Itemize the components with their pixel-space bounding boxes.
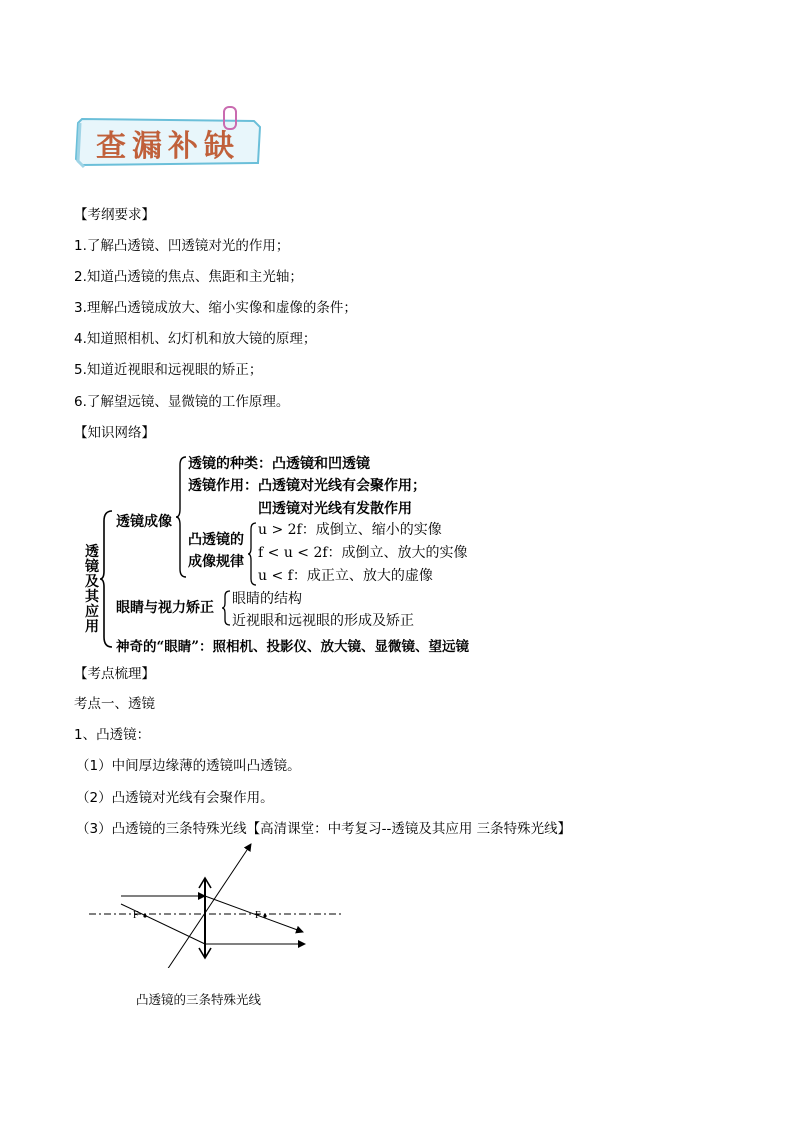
network-header: 【知识网络】 xyxy=(74,425,155,441)
brace-root xyxy=(100,509,114,649)
network-rule-label-1: 凸透镜的 xyxy=(188,532,244,548)
point-1: 考点一、透镜 xyxy=(74,696,155,712)
network-eye-1: 眼睛的结构 xyxy=(232,591,302,607)
network-eye-2: 近视眼和远视眼的形成及矫正 xyxy=(232,613,414,629)
sub-heading-convex: 1、凸透镜： xyxy=(74,727,151,743)
convex-item-3 xyxy=(76,820,571,838)
network-effect-1: 透镜作用：凸透镜对光线有会聚作用； xyxy=(188,478,426,494)
network-rule-label-2: 成像规律 xyxy=(188,554,244,570)
section-banner xyxy=(74,103,264,173)
requirement-item: 6.了解望远镜、显微镜的工作原理。 xyxy=(74,394,290,410)
brace-rules xyxy=(248,521,258,587)
network-root-text: 透 镜 及 其 应 用 xyxy=(85,544,99,635)
requirement-item: 3.理解凸透镜成放大、缩小实像和虚像的条件； xyxy=(74,300,357,316)
convex-item-1: （1）中间厚边缘薄的透镜叫凸透镜。 xyxy=(76,758,301,774)
requirement-item: 4.知道照相机、幻灯机和放大镜的原理； xyxy=(74,331,317,347)
network-rule-2: f < u < 2f：成倒立、放大的实像 xyxy=(258,545,468,561)
banner-frame xyxy=(74,103,264,173)
points-header: 【考点梳理】 xyxy=(74,666,155,682)
convex-lens-diagram xyxy=(85,838,355,968)
requirements-header: 【考纲要求】 xyxy=(74,207,155,223)
requirement-item: 5.知道近视眼和远视眼的矫正； xyxy=(74,362,263,378)
ray-through-center xyxy=(151,844,251,968)
network-lens-imaging: 透镜成像 xyxy=(116,514,172,530)
brace-imaging xyxy=(176,455,188,579)
convex-item-2: （2）凸透镜对光线有会聚作用。 xyxy=(76,790,274,806)
banner-title: 查漏补缺 xyxy=(96,129,240,164)
figure-caption: 凸透镜的三条特殊光线 xyxy=(136,992,262,1007)
hd-class-link[interactable]: 【高清课堂：中考复习--透镜及其应用 三条特殊光线】 xyxy=(246,821,572,837)
requirement-item: 2.知道凸透镜的焦点、焦距和主光轴； xyxy=(74,269,303,285)
requirement-item: 1.了解凸透镜、凹透镜对光的作用； xyxy=(74,238,290,254)
network-types: 透镜的种类：凸透镜和凹透镜 xyxy=(188,456,370,472)
convex-item-3-text: （3）凸透镜的三条特殊光线 xyxy=(76,821,247,837)
network-eyes: 眼睛与视力矫正 xyxy=(116,600,214,616)
network-effect-2: 凹透镜对光线有发散作用 xyxy=(258,501,412,517)
brace-eyes xyxy=(222,589,232,627)
knowledge-network xyxy=(82,447,482,655)
network-rule-3: u < f：成正立、放大的虚像 xyxy=(258,568,433,584)
network-rule-1: u > 2f：成倒立、缩小的实像 xyxy=(258,522,442,538)
network-magic: 神奇的“眼睛”：照相机、投影仪、放大镜、显微镜、望远镜 xyxy=(116,639,470,655)
network-root xyxy=(84,545,100,635)
focus-left: F xyxy=(133,910,139,921)
focus-right: F xyxy=(255,910,261,921)
